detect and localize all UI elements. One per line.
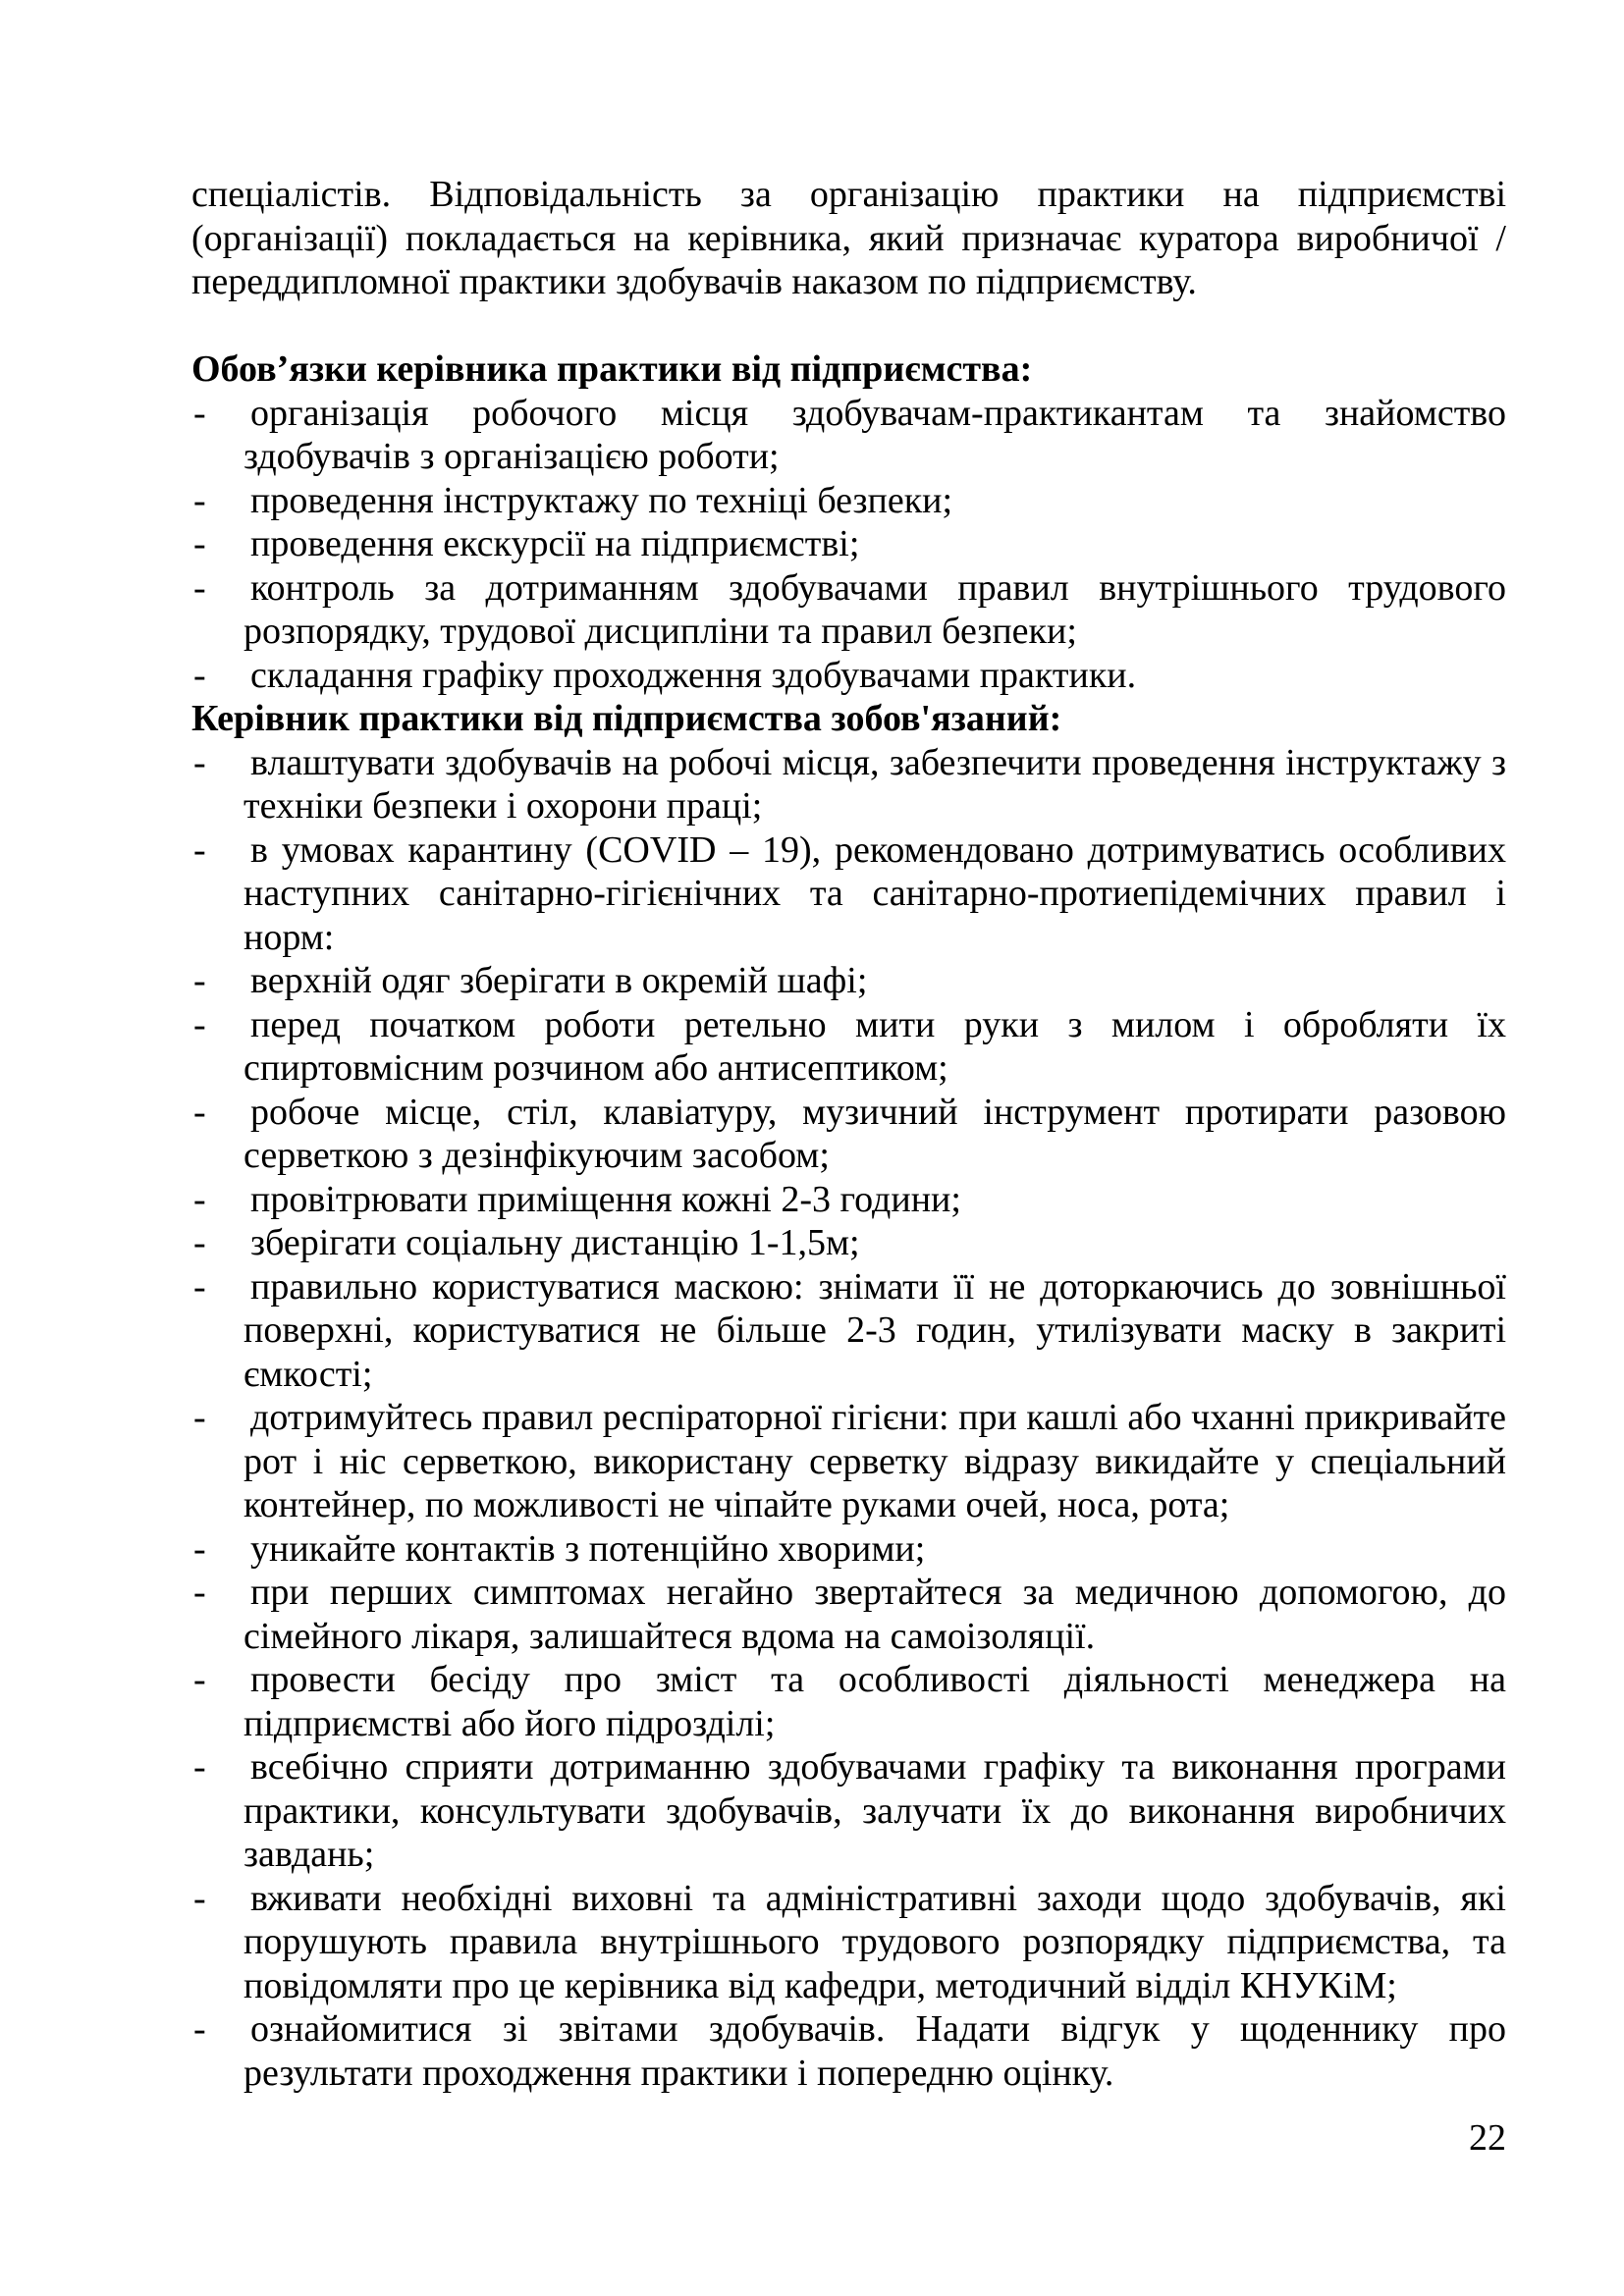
list-item [191,654,1506,698]
list-item [191,1571,1506,1658]
bullet-dash: - [193,1003,206,1045]
intro-paragraph: спеціалістів. Відповідальність за організацію практики на підприємстві (організації) покладається на керівника, який призначає куратора виробничої / переддипломної практики здобувачів наказом по підприємству. [191,174,1506,302]
bullet-dash: - [193,1659,206,1700]
list-item [191,1396,1506,1527]
page-content [191,173,1506,2095]
list-item [191,1877,1506,2008]
list-item [191,1178,1506,1222]
list-item-text: вживати необхідні виховні та адміністративні заходи щодо здобувачів, які порушують правила внутрішнього трудового розпорядку підприємства, та повідомляти про це керівника від кафедри, методичний відділ КНУКіМ; [244,1877,1506,2006]
list-item-text: уникайте контактів з потенційно хворими; [250,1527,926,1570]
bullet-dash: - [193,1527,206,1570]
page-number: 22 [1469,2117,1506,2159]
list-item-text: провітрювати приміщення кожні 2-3 години; [250,1178,961,1220]
bullet-dash: - [193,1572,206,1613]
section-2-heading: Керівник практики від підприємства зобов'язаний: [191,698,1062,739]
list-item [191,1658,1506,1745]
bullet-dash: - [193,523,206,564]
bullet-dash: - [193,1746,206,1788]
list-item [191,2007,1506,2095]
list-item-text: в умовах карантину (COVID – 19), рекомендовано дотримуватись особливих наступних санітарно-гігієнічних та санітарно-протиепідемічних правил і норм: [244,828,1506,958]
list-item [191,1221,1506,1265]
list-item [191,1091,1506,1178]
bullet-dash: - [193,566,206,609]
list-item-text: ознайомитися зі звітами здобувачів. Надати відгук у щоденнику про результати проходження практики і попередню оцінку. [244,2008,1506,2094]
bullet-dash: - [193,741,206,783]
bullet-dash: - [193,654,206,696]
bullet-dash: - [193,1091,206,1133]
list-item [191,828,1506,960]
list-item-text: організація робочого місця здобувачам-практикантам та знайомство здобувачів з організацією роботи; [244,392,1506,477]
list-item-text: робоче місце, стіл, клавіатуру, музичний інструмент протирати разовою серветкою з дезінфікуючим засобом; [244,1091,1506,1176]
list-item-text: при перших симптомах негайно звертайтеся за медичною допомогою, до сімейного лікаря, залишайтеся вдома на самоізоляції. [244,1572,1506,1657]
list-item [191,1745,1506,1877]
bullet-dash: - [193,392,206,434]
list-item [191,566,1506,654]
list-item-text: дотримуйтесь правил респіраторної гігієни: при кашлі або чханні прикривайте рот і ніс серветкою, використану серветку відразу викидайте у спеціальний контейнер, по можливості не чіпайте руками очей, носа, рота; [244,1397,1506,1525]
list-item [191,392,1506,479]
bullet-dash: - [193,479,206,521]
list-item [191,959,1506,1003]
list-item-text: верхній одяг зберігати в окремій шафі; [250,960,868,1001]
list-item [191,741,1506,828]
list-item-text: провести бесіду про зміст та особливості діяльності менеджера на підприємстві або його підрозділі; [244,1659,1506,1744]
list-item [191,1527,1506,1572]
bullet-dash: - [193,1265,206,1308]
bullet-dash: - [193,1397,206,1438]
list-item [191,1003,1506,1091]
list-item-text: влаштувати здобувачів на робочі місця, забезпечити проведення інструктажу з техніки безпеки і охорони праці; [244,741,1506,827]
bullet-dash: - [193,1877,206,1919]
bullet-dash: - [193,828,206,871]
list-item-text: правильно користуватися маскою: знімати її не доторкаючись до зовнішньої поверхні, користуватися не більше 2-3 годин, утилізувати маску в закриті ємкості; [244,1265,1506,1395]
list-item-text: зберігати соціальну дистанцію 1-1,5м; [250,1222,860,1263]
list-item [191,479,1506,523]
list-item-text: контроль за дотриманням здобувачами правил внутрішнього трудового розпорядку, трудової дисципліни та правил безпеки; [244,566,1506,652]
list-item-text: всебічно сприяти дотриманню здобувачами графіку та виконання програми практики, консультувати здобувачів, залучати їх до виконання виробничих завдань; [244,1746,1506,1875]
list-item [191,522,1506,566]
list-item-text: складання графіку проходження здобувачами практики. [250,654,1137,696]
list-item-text: проведення екскурсії на підприємстві; [250,523,860,564]
bullet-dash: - [193,960,206,1001]
bullet-dash: - [193,1178,206,1220]
bullet-dash: - [193,1222,206,1263]
list-item [191,1265,1506,1397]
bullet-dash: - [193,2008,206,2050]
list-item-text: проведення інструктажу по техніці безпеки; [250,479,953,521]
list-item-text: перед початком роботи ретельно мити руки з милом і обробляти їх спиртовмісним розчином або антисептиком; [244,1003,1506,1089]
section-1-heading: Обов’язки керівника практики від підприємства: [191,348,1033,390]
